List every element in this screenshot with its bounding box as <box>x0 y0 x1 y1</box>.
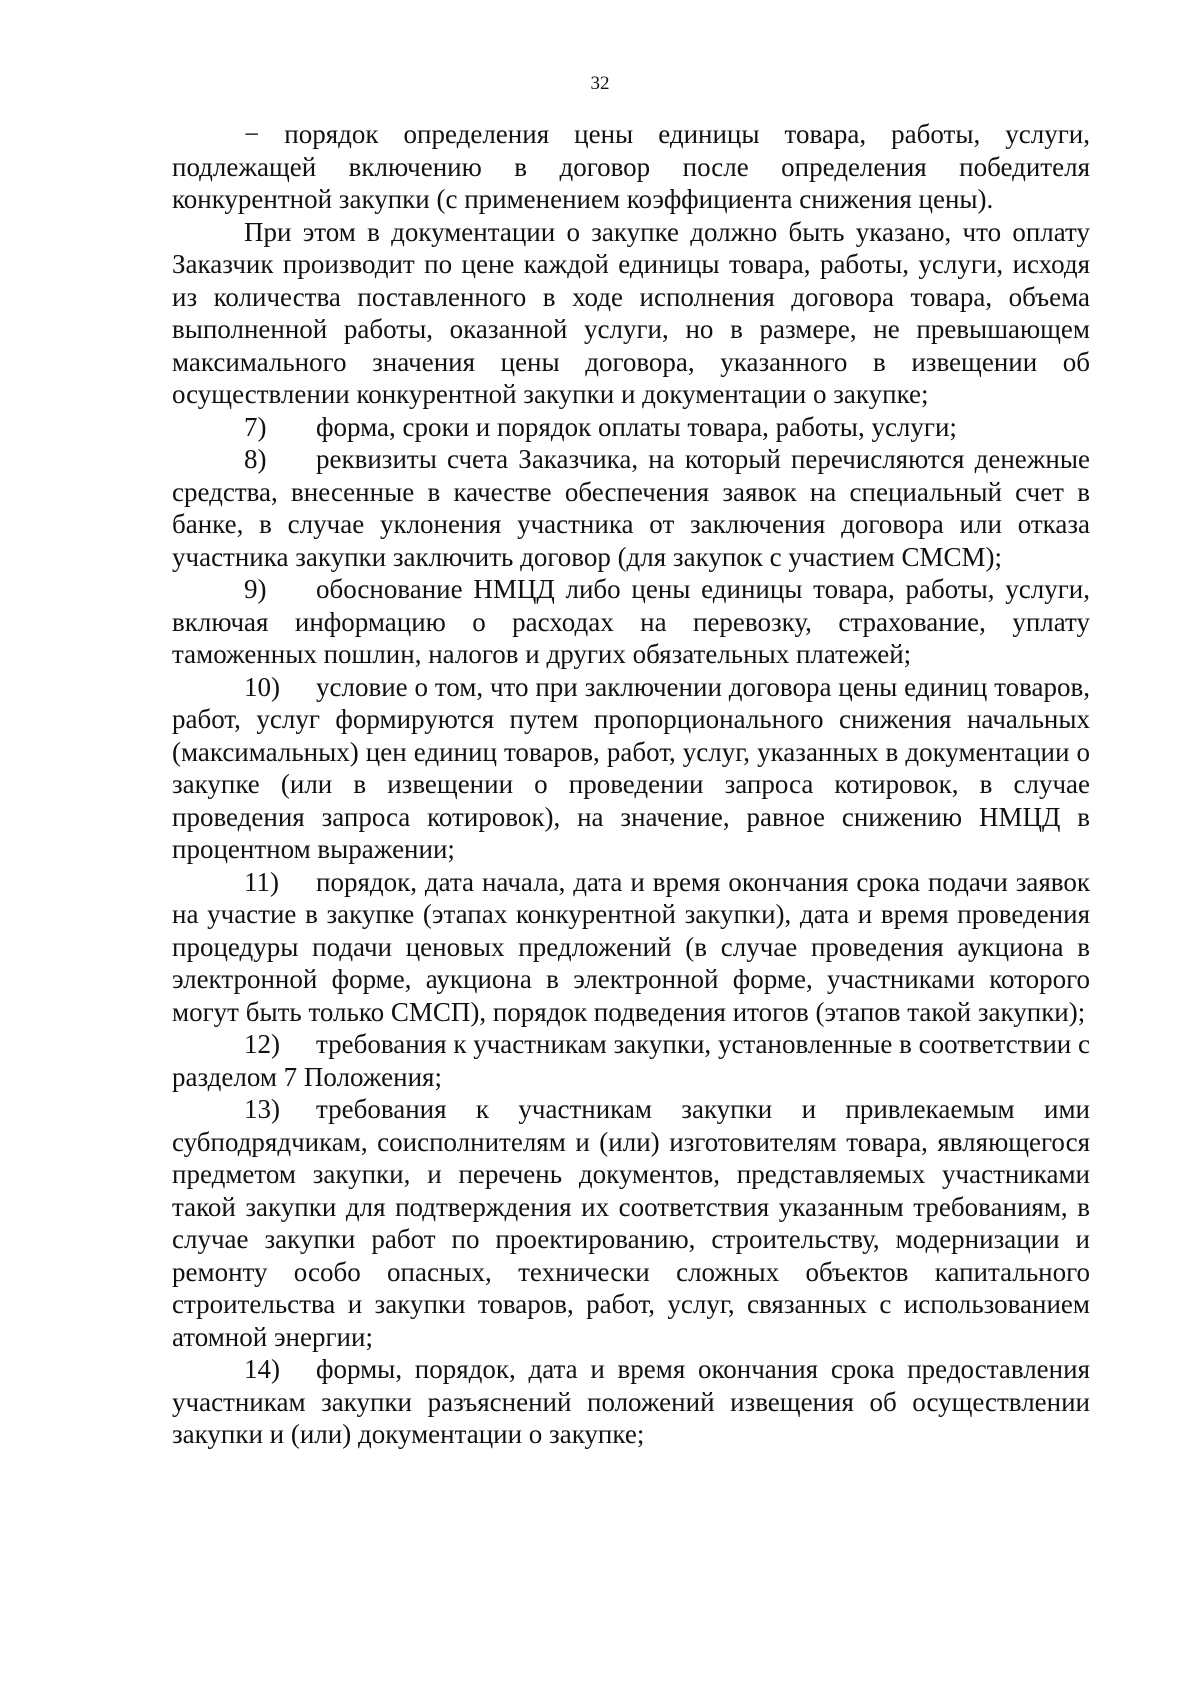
list-item-text: формы, порядок, дата и время окончания срока предоставления участникам закупки разъяснений положений извещения об осуществлении закупки и (или) документации о закупке; <box>172 1354 1090 1449</box>
list-item-14 <box>172 1353 1090 1451</box>
list-item-text: условие о том, что при заключении договора цены единиц товаров, работ, услуг формируются путем пропорционального снижения начальных (максимальных) цен единиц товаров, работ, услуг, указанных в документации о закупке (или в извещении о проведении запроса котировок, в случае проведения запроса котировок), на значение, равное снижению НМЦД в процентном выражении; <box>172 671 1090 864</box>
list-item-7 <box>172 411 1090 444</box>
list-item-number: 12) <box>244 1029 280 1059</box>
list-item-13 <box>172 1093 1090 1353</box>
list-item-12 <box>172 1028 1090 1093</box>
list-item-9 <box>172 573 1090 671</box>
list-item-11 <box>172 866 1090 1029</box>
list-item-number: 10) <box>244 671 280 702</box>
paragraph-payment-terms: При этом в документации о закупке должно быть указано, что оплату Заказчик производит по цене каждой единицы товара, работы, услуги, исходя из количества поставленного в ходе исполнения договора товара, объема выполненной работы, оказанной услуги, но в размере, не превышающем максимального значения цены договора, указанного в извещении об осуществлении конкурентной закупки и документации о закупке; <box>172 216 1090 409</box>
document-body <box>172 118 1090 1451</box>
paragraph-price-determination: − порядок определения цены единицы товара, работы, услуги, подлежащей включению в договор после определения победителя конкурентной закупки (с применением коэффициента снижения цены). <box>172 119 1090 214</box>
list-item-text: реквизиты счета Заказчика, на который перечисляются денежные средства, внесенные в качестве обеспечения заявок на специальный счет в банке, в случае уклонения участника от заключения договора или отказа участника закупки заключить договор (для закупок с участием СМСМ); <box>172 444 1090 572</box>
list-item-number: 14) <box>244 1354 280 1384</box>
list-item-8 <box>172 443 1090 573</box>
list-item-number: 9) <box>244 574 267 604</box>
list-item-number: 13) <box>244 1094 280 1124</box>
list-item-text: порядок, дата начала, дата и время окончания срока подачи заявок на участие в закупке (этапах конкурентной закупки), дата и время проведения процедуры подачи ценовых предложений (в случае проведения аукциона в электронной форме, аукциона в электронной форме, участниками которого могут быть только СМСП), порядок подведения итогов (этапов такой закупки); <box>172 866 1090 1027</box>
list-item-10 <box>172 671 1090 866</box>
list-item-text: требования к участникам закупки и привлекаемым ими субподрядчикам, соисполнителям и (или) изготовителям товара, являющегося предметом закупки, и перечень документов, представляемых участниками такой закупки для подтверждения их соответствия указанным требованиям, в случае закупки работ по проектированию, строительству, модернизации и ремонту особо опасных, технически сложных объектов капитального строительства и закупки товаров, работ, услуг, связанных с использованием атомной энергии; <box>172 1094 1090 1352</box>
list-item-text: форма, сроки и порядок оплаты товара, работы, услуги; <box>316 411 957 442</box>
list-item-text: требования к участникам закупки, установленные в соответствии с разделом 7 Положения; <box>172 1029 1090 1092</box>
list-item-number: 11) <box>244 866 279 897</box>
list-item-text: обоснование НМЦД либо цены единицы товара, работы, услуги, включая информацию о расходах на перевозку, страхование, уплату таможенных пошлин, налогов и других обязательных платежей; <box>172 574 1090 669</box>
list-item-number: 8) <box>244 444 267 474</box>
page-number: 32 <box>590 73 610 94</box>
list-item-number: 7) <box>244 411 267 442</box>
